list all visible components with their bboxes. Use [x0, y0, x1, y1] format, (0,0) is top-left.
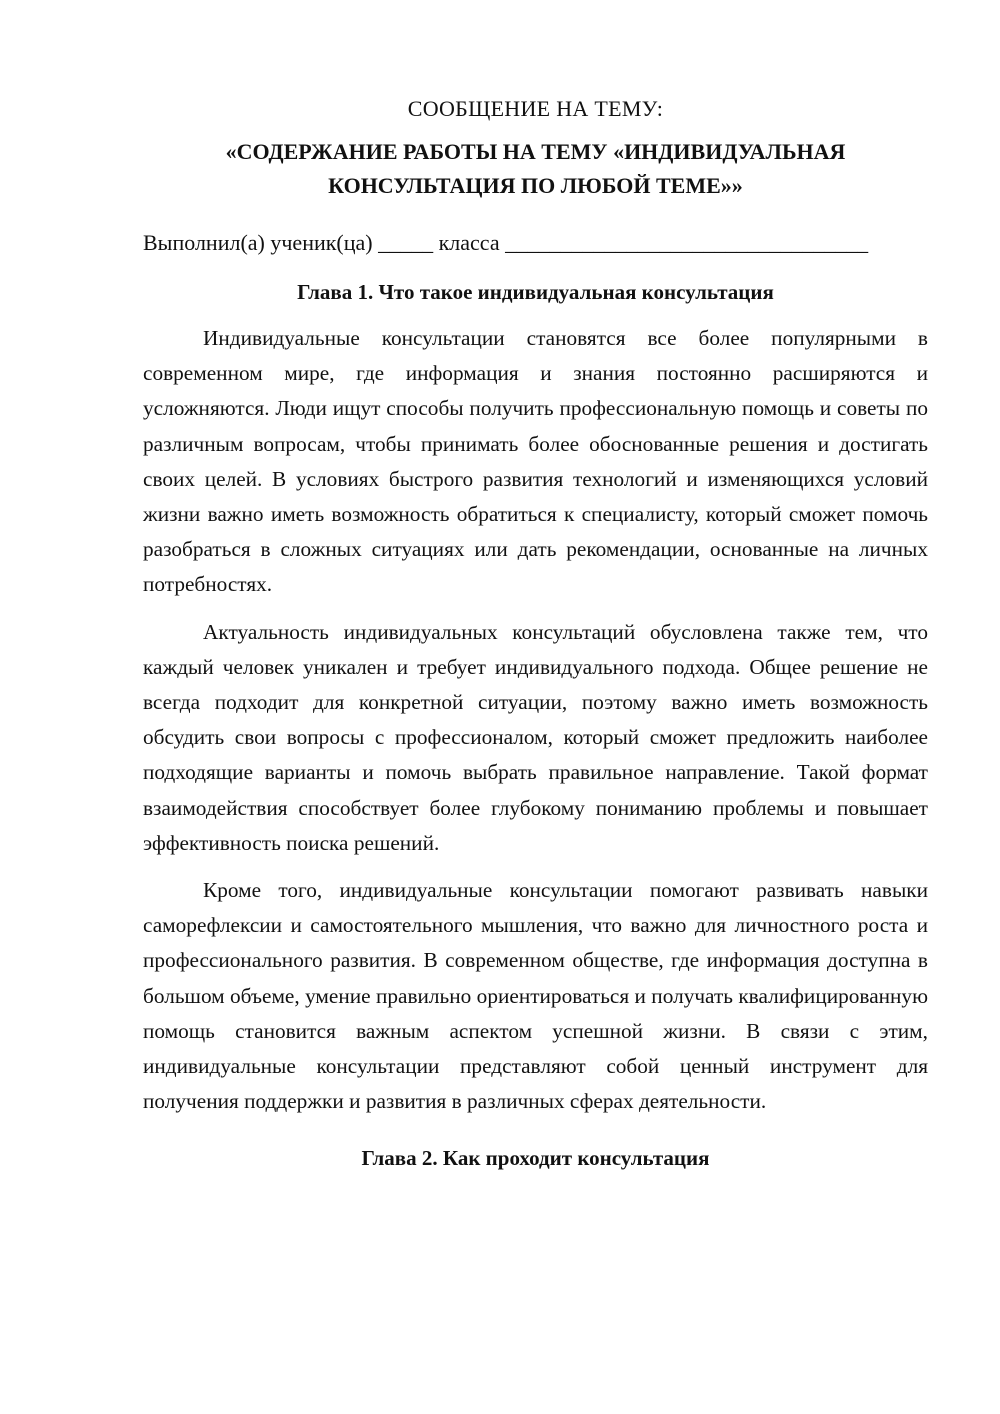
chapter-1-heading: Глава 1. Что такое индивидуальная консультация [297, 280, 774, 304]
chapter-1-paragraph-2: Актуальность индивидуальных консультаций обусловлена также тем, что каждый человек уникален и требует индивидуального подхода. Общее решение не всегда подходит для конкретной ситуации, поэтому важно иметь возможность обсудить свои вопросы с профессионалом, который сможет предложить наиболее подходящие варианты и помочь выбрать правильное направление. Такой формат взаимодействия способствует более глубокому пониманию проблемы и повышает эффективность поиска решений. [143, 619, 928, 855]
topic-label: СООБЩЕНИЕ НА ТЕМУ: [407, 96, 664, 121]
chapter-1-paragraph-1: Индивидуальные консультации становятся все более популярными в современном мире, где информация и знания постоянно расширяются и усложняются. Люди ищут способы получить профессиональную помощь и советы по различным вопросам, чтобы принимать более обоснованные решения и достигать своих целей. В условиях быстрого развития технологий и изменяющихся условий жизни важно иметь возможность обратиться к специалисту, который сможет помочь разобраться в сложных ситуациях или дать рекомендации, основанные на личных потребностях. [143, 326, 928, 597]
author-line: Выполнил(а) ученик(ца) _____ класса _________________________________ [143, 230, 869, 255]
chapter-2-heading: Глава 2. Как проходит консультация [361, 1146, 710, 1171]
document-content [143, 92, 928, 1187]
chapter-1-paragraph-3: Кроме того, индивидуальные консультации помогают развивать навыки саморефлексии и самостоятельного мышления, что важно для личностного роста и профессионального развития. В современном обществе, где информация доступна в большом объеме, умение правильно ориентироваться и получать квалифицированную помощь становится важным аспектом успешной жизни. В связи с этим, индивидуальные консультации представляют собой ценный инструмент для получения поддержки и развития в различных сферах деятельности. [143, 878, 928, 1114]
document-title: «СОДЕРЖАНИЕ РАБОТЫ НА ТЕМУ «ИНДИВИДУАЛЬНАЯ КОНСУЛЬТАЦИЯ ПО ЛЮБОЙ ТЕМЕ»» [225, 139, 846, 198]
